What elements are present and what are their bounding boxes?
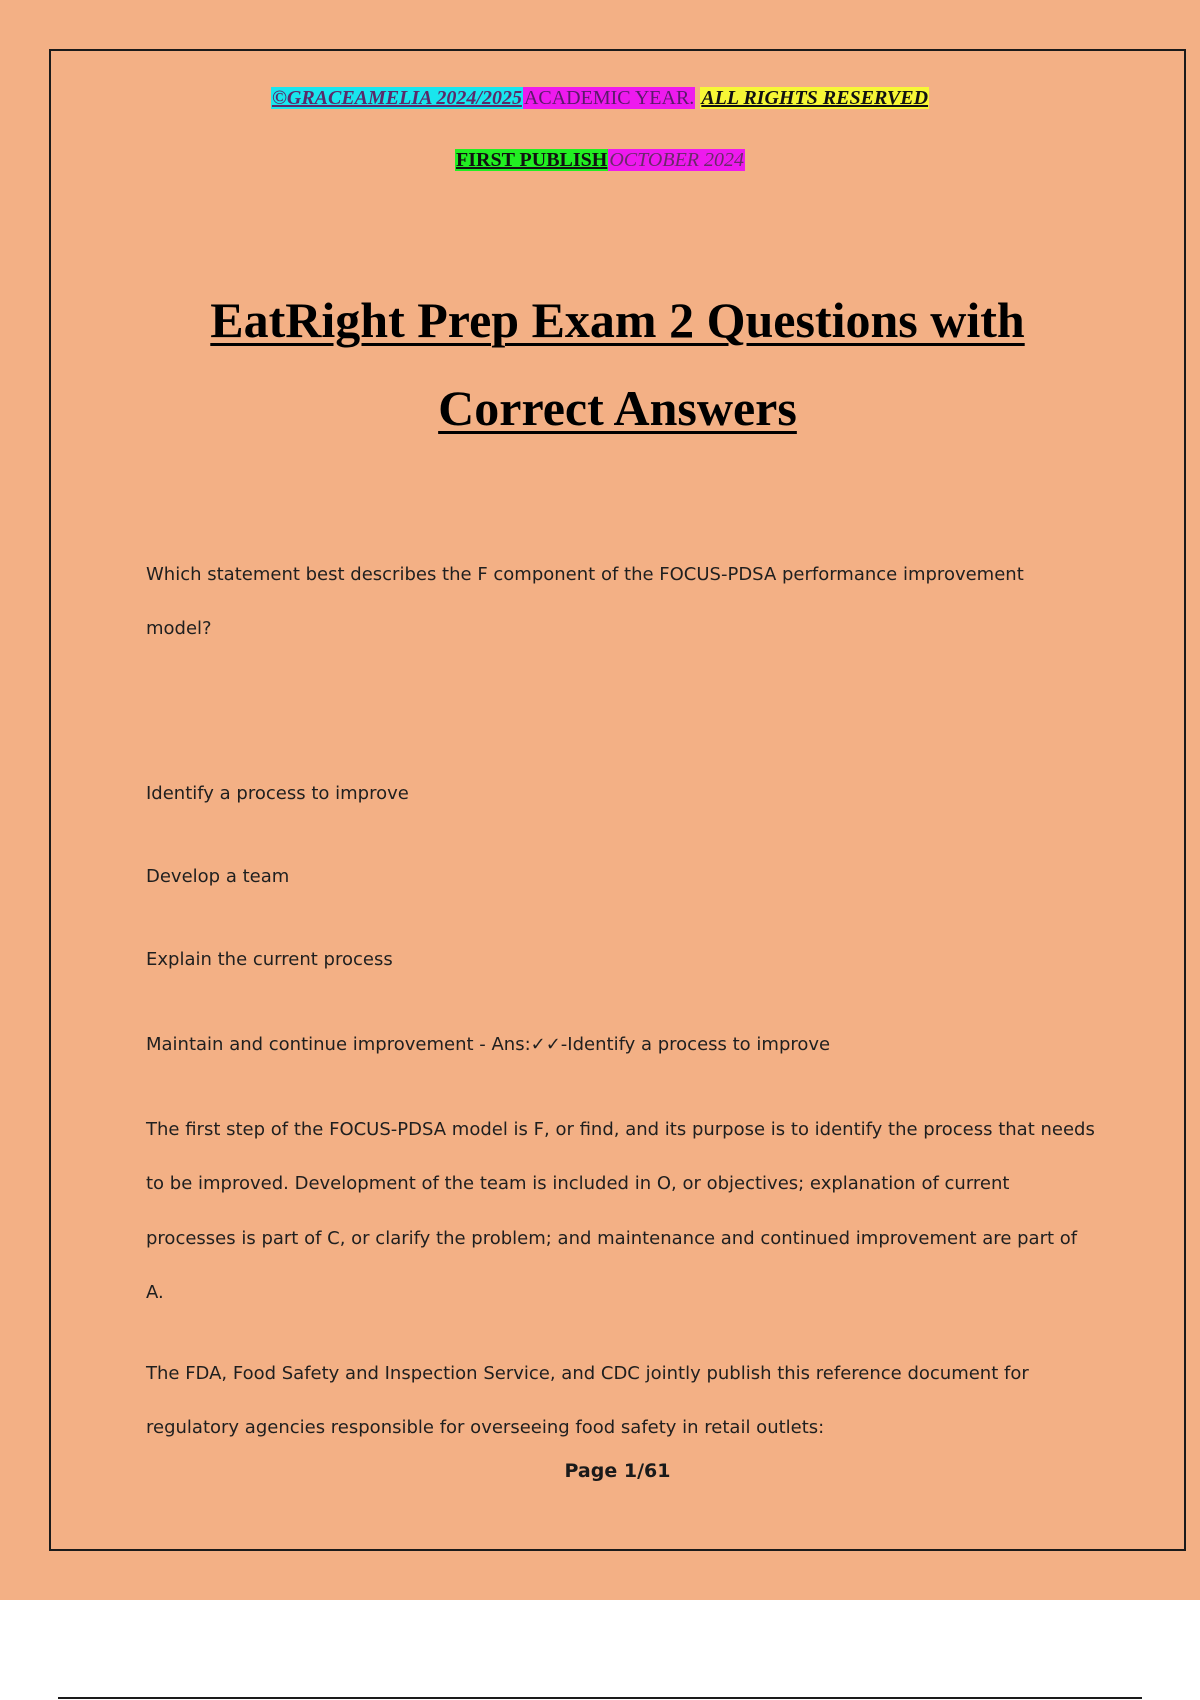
explanation-line-1: The first step of the FOCUS-PDSA model is F, or find, and its purpose is to identify the process that needs (146, 1119, 1095, 1140)
page-number: Page 1/61 (564, 1460, 671, 1482)
publish-date-text: OCTOBER 2024 (609, 149, 744, 171)
document-title-line-1: EatRight Prep Exam 2 Questions with (210, 292, 1025, 348)
explanation-line-2: to be improved. Development of the team is included in O, or objectives; explanation of current (146, 1173, 1010, 1194)
next-page-rule (58, 1697, 1142, 1699)
question-1-line-2: model? (146, 618, 212, 639)
answer-option-2: Develop a team (146, 866, 290, 887)
document-title-line-2: Correct Answers (438, 380, 797, 436)
answer-option-3: Explain the current process (146, 949, 393, 970)
rights-text: ALL RIGHTS RESERVED (701, 87, 929, 109)
copyright-line (0, 86, 1200, 110)
explanation-line-4: A. (146, 1282, 164, 1303)
answer-option-1: Identify a process to improve (146, 783, 409, 804)
first-publish-text: FIRST PUBLISH (456, 149, 608, 171)
question-2-line-1: The FDA, Food Safety and Inspection Service, and CDC jointly publish this reference document for (146, 1363, 1029, 1384)
question-2-line-2: regulatory agencies responsible for overseeing food safety in retail outlets: (146, 1417, 825, 1438)
copyright-text: ©GRACEAMELIA 2024/2025 (271, 87, 522, 109)
question-1-line-1: Which statement best describes the F component of the FOCUS-PDSA performance improvement (146, 564, 1024, 585)
academic-year-text: ACADEMIC YEAR. (523, 87, 695, 109)
explanation-line-3: processes is part of C, or clarify the problem; and maintenance and continued improvement are part of (146, 1228, 1078, 1249)
answer-option-4-with-answer: Maintain and continue improvement - Ans:✓✓-Identify a process to improve (146, 1034, 831, 1055)
publish-line (0, 148, 1200, 172)
